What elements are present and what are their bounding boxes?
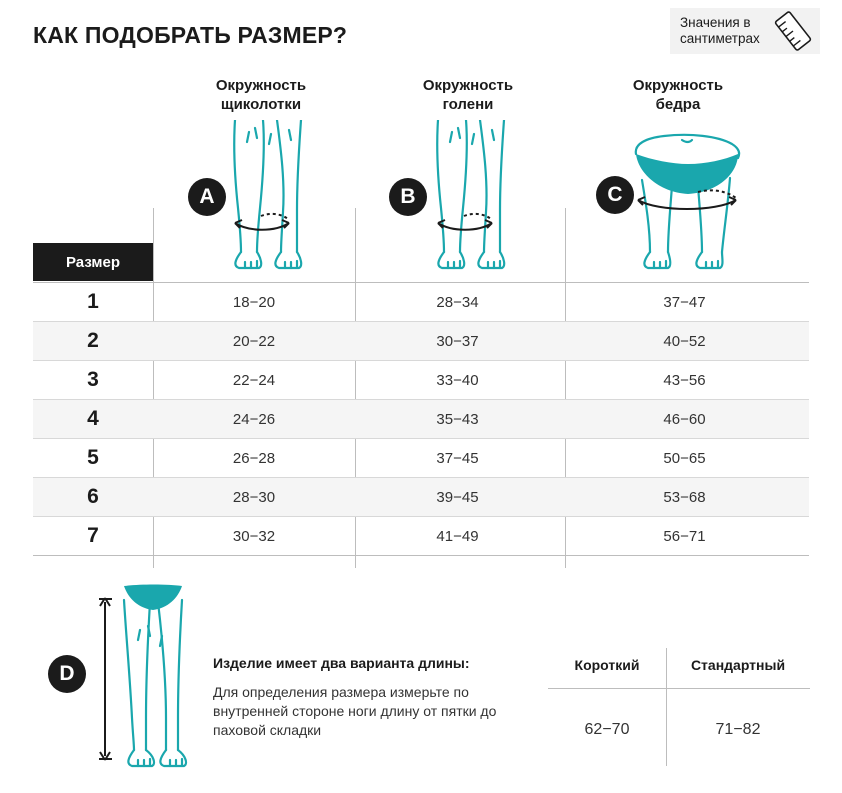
table-row xyxy=(33,321,809,360)
table-row xyxy=(33,360,809,399)
column-header-ankle-line1: Окружность xyxy=(215,77,307,94)
cell-calf: 39−45 xyxy=(436,488,479,506)
cell-thigh: 50−65 xyxy=(663,449,706,467)
cell-thigh: 56−71 xyxy=(663,527,706,545)
table-row xyxy=(33,438,809,477)
table-row xyxy=(33,399,809,438)
length-header-short: Короткий xyxy=(574,657,640,673)
badge-c: C xyxy=(596,176,634,214)
size-table xyxy=(33,282,809,556)
column-header-thigh-line1: Окружность xyxy=(632,77,724,94)
cell-ankle: 18−20 xyxy=(232,293,276,311)
page-title: КАК ПОДОБРАТЬ РАЗМЕР? xyxy=(33,22,348,48)
length-value-standard: 71−82 xyxy=(715,721,761,738)
units-badge xyxy=(670,8,820,54)
size-column-header: Размер xyxy=(33,243,153,281)
cell-calf: 37−45 xyxy=(436,449,479,467)
column-header-ankle-line2: щиколотки xyxy=(220,96,302,113)
cell-calf: 41−49 xyxy=(436,527,479,545)
cell-calf: 35−43 xyxy=(436,410,479,428)
column-header-calf-line2: голени xyxy=(442,96,494,113)
length-table-divider xyxy=(666,648,667,766)
badge-b: B xyxy=(389,178,427,216)
cell-ankle: 28−30 xyxy=(232,488,276,506)
column-header-thigh-line2: бедра xyxy=(655,96,701,113)
calf-measurement-illustration xyxy=(408,120,538,275)
length-instructions-body: Для определения размера измерьте по внутренней стороне ноги длину от пятки до паховой складки xyxy=(213,684,497,738)
table-bottom-rule xyxy=(33,555,809,556)
cell-thigh: 40−52 xyxy=(663,332,706,350)
cell-calf: 28−34 xyxy=(436,293,479,311)
length-value-short: 62−70 xyxy=(584,721,630,738)
cell-size: 5 xyxy=(87,446,99,469)
cell-thigh: 53−68 xyxy=(663,488,706,506)
column-header-calf xyxy=(368,76,568,114)
cell-ankle: 24−26 xyxy=(232,410,276,428)
cell-size: 6 xyxy=(87,485,99,508)
column-header-calf-line1: Окружность xyxy=(422,77,514,94)
cell-calf: 30−37 xyxy=(436,332,479,350)
cell-ankle: 20−22 xyxy=(232,332,276,350)
table-row xyxy=(33,477,809,516)
column-header-ankle xyxy=(166,76,356,114)
length-measurement-illustration xyxy=(96,578,206,773)
cell-size: 3 xyxy=(87,368,99,391)
column-header-thigh xyxy=(578,76,778,114)
length-instructions xyxy=(213,655,533,740)
cell-size: 1 xyxy=(87,290,99,313)
cell-thigh: 43−56 xyxy=(663,371,706,389)
cell-calf: 33−40 xyxy=(436,371,479,389)
cell-ankle: 26−28 xyxy=(232,449,276,467)
units-note: Значения в сантиметрах xyxy=(680,15,760,46)
cell-thigh: 46−60 xyxy=(663,410,706,428)
length-instructions-title: Изделие имеет два варианта длины: xyxy=(213,655,470,671)
cell-ankle: 30−32 xyxy=(232,527,276,545)
length-header-standard: Стандартный xyxy=(690,657,786,673)
cell-thigh: 37−47 xyxy=(663,293,706,311)
ruler-icon xyxy=(772,10,814,52)
length-table-header-row xyxy=(548,648,810,682)
cell-size: 2 xyxy=(87,329,99,352)
cell-size: 7 xyxy=(87,524,99,547)
cell-size: 4 xyxy=(87,407,99,430)
table-row xyxy=(33,282,809,321)
length-arrow xyxy=(98,596,112,762)
table-row xyxy=(33,516,809,555)
badge-a: A xyxy=(188,178,226,216)
length-table-header-rule xyxy=(548,688,810,689)
thigh-measurement-illustration xyxy=(612,120,762,275)
length-table-value-row xyxy=(548,700,810,760)
badge-d: D xyxy=(48,655,86,693)
cell-ankle: 22−24 xyxy=(232,371,276,389)
length-table xyxy=(548,648,810,760)
